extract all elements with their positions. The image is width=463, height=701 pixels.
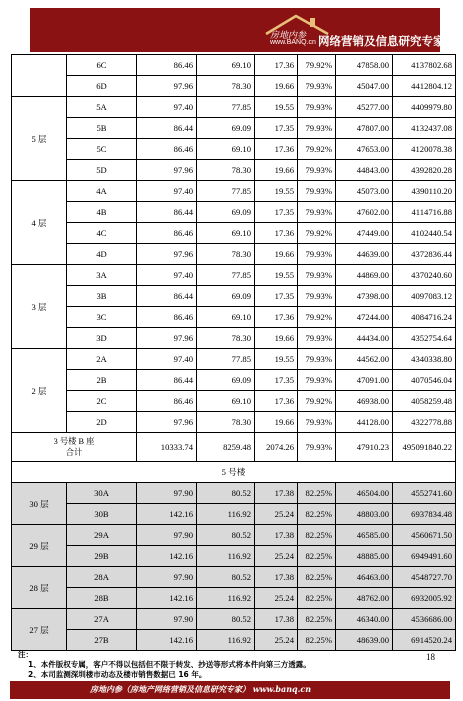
value-cell-r: 79.93% (298, 265, 336, 286)
value-cell-r: 79.93% (298, 328, 336, 349)
floor-cell: 4 层 (12, 181, 67, 265)
value-cell-b: 116.92 (197, 630, 255, 651)
value-cell-r: 79.93% (298, 76, 336, 97)
value-cell-c: 17.35 (255, 370, 298, 391)
value-cell-t: 6914520.24 (393, 630, 456, 651)
value-cell-p: 44128.00 (336, 412, 393, 433)
total-cell-c: 2074.26 (255, 433, 298, 462)
unit-cell: 4D (67, 244, 137, 265)
value-cell-a: 86.44 (137, 202, 197, 223)
value-cell-a: 142.16 (137, 588, 197, 609)
value-cell-c: 17.38 (255, 609, 298, 630)
value-cell-a: 97.96 (137, 244, 197, 265)
value-cell-p: 44434.00 (336, 328, 393, 349)
value-cell-a: 142.16 (137, 630, 197, 651)
value-cell-b: 77.85 (197, 181, 255, 202)
total-cell-t: 495091840.22 (393, 433, 456, 462)
unit-cell: 3C (67, 307, 137, 328)
value-cell-c: 17.36 (255, 307, 298, 328)
value-cell-c: 17.36 (255, 139, 298, 160)
value-cell-b: 69.09 (197, 202, 255, 223)
value-cell-r: 79.93% (298, 181, 336, 202)
value-cell-a: 97.90 (137, 525, 197, 546)
page-number: 18 (426, 652, 435, 662)
value-cell-t: 4560671.50 (393, 525, 456, 546)
value-cell-t: 4392820.28 (393, 160, 456, 181)
unit-cell: 4A (67, 181, 137, 202)
value-cell-p: 48803.00 (336, 504, 393, 525)
value-cell-b: 78.30 (197, 412, 255, 433)
value-cell-c: 19.66 (255, 76, 298, 97)
value-cell-a: 142.16 (137, 546, 197, 567)
table-row (12, 181, 456, 202)
unit-cell: 30B (67, 504, 137, 525)
table-row (12, 349, 456, 370)
table-row (12, 391, 456, 412)
table-row (12, 567, 456, 588)
value-cell-t: 4352754.64 (393, 328, 456, 349)
total-label-line: 合计 (65, 448, 83, 457)
value-cell-r: 79.93% (298, 349, 336, 370)
value-cell-t: 4097083.12 (393, 286, 456, 307)
value-cell-a: 97.90 (137, 609, 197, 630)
unit-cell: 29B (67, 546, 137, 567)
value-cell-c: 17.35 (255, 286, 298, 307)
value-cell-c: 17.35 (255, 118, 298, 139)
value-cell-t: 4340338.80 (393, 349, 456, 370)
value-cell-t: 4548727.70 (393, 567, 456, 588)
value-cell-t: 4120078.38 (393, 139, 456, 160)
unit-cell: 27A (67, 609, 137, 630)
value-cell-b: 116.92 (197, 504, 255, 525)
value-cell-b: 80.52 (197, 609, 255, 630)
value-cell-r: 82.25% (298, 546, 336, 567)
value-cell-a: 97.96 (137, 412, 197, 433)
unit-cell: 5D (67, 160, 137, 181)
table-row (12, 202, 456, 223)
value-cell-b: 69.10 (197, 55, 255, 76)
value-cell-c: 19.55 (255, 265, 298, 286)
notes (18, 650, 418, 680)
value-cell-p: 44869.00 (336, 265, 393, 286)
value-cell-a: 97.96 (137, 328, 197, 349)
table-row (12, 55, 456, 76)
value-cell-b: 77.85 (197, 349, 255, 370)
value-cell-t: 4370240.60 (393, 265, 456, 286)
value-cell-a: 97.40 (137, 181, 197, 202)
header-title: 网络营销及信息研究专家 (318, 34, 445, 48)
page-footer (10, 681, 450, 699)
unit-cell: 5A (67, 97, 137, 118)
value-cell-r: 79.92% (298, 55, 336, 76)
table-row (12, 265, 456, 286)
value-cell-c: 17.36 (255, 223, 298, 244)
value-cell-a: 97.90 (137, 483, 197, 504)
value-cell-b: 77.85 (197, 265, 255, 286)
unit-cell: 2C (67, 391, 137, 412)
total-label-line: 3 号楼 B 座 (53, 437, 95, 446)
value-cell-r: 79.93% (298, 202, 336, 223)
value-cell-p: 46340.00 (336, 609, 393, 630)
value-cell-p: 44639.00 (336, 244, 393, 265)
unit-cell: 4B (67, 202, 137, 223)
logo-text: 房地内参 (270, 31, 307, 41)
value-cell-t: 4409979.80 (393, 97, 456, 118)
table-row (12, 412, 456, 433)
value-cell-t: 4322778.88 (393, 412, 456, 433)
value-cell-a: 97.96 (137, 76, 197, 97)
section-row (12, 462, 456, 483)
table-row (12, 525, 456, 546)
value-cell-p: 47244.00 (336, 307, 393, 328)
total-label (12, 433, 137, 462)
value-cell-b: 69.10 (197, 139, 255, 160)
value-cell-c: 25.24 (255, 630, 298, 651)
value-cell-t: 4070546.04 (393, 370, 456, 391)
value-cell-p: 47398.00 (336, 286, 393, 307)
total-cell-a: 10333.74 (137, 433, 197, 462)
value-cell-t: 6932005.92 (393, 588, 456, 609)
value-cell-p: 47091.00 (336, 370, 393, 391)
value-cell-b: 69.09 (197, 118, 255, 139)
value-cell-b: 78.30 (197, 160, 255, 181)
floor-cell: 3 层 (12, 265, 67, 349)
value-cell-c: 19.55 (255, 97, 298, 118)
value-cell-p: 46938.00 (336, 391, 393, 412)
table-row (12, 370, 456, 391)
value-cell-a: 97.90 (137, 567, 197, 588)
notes-line: 2、本司监测深圳楼市动态及楼市销售数据已 16 年。 (28, 670, 207, 679)
value-cell-b: 78.30 (197, 76, 255, 97)
unit-cell: 29A (67, 525, 137, 546)
value-cell-t: 4552741.60 (393, 483, 456, 504)
value-cell-t: 4084716.24 (393, 307, 456, 328)
table-row (12, 588, 456, 609)
value-cell-a: 86.46 (137, 223, 197, 244)
value-cell-t: 4132437.08 (393, 118, 456, 139)
value-cell-p: 46463.00 (336, 567, 393, 588)
value-cell-b: 78.30 (197, 244, 255, 265)
value-cell-a: 86.44 (137, 370, 197, 391)
value-cell-p: 45277.00 (336, 97, 393, 118)
value-cell-c: 17.38 (255, 483, 298, 504)
table-row (12, 483, 456, 504)
value-cell-t: 6949491.60 (393, 546, 456, 567)
value-cell-r: 82.25% (298, 483, 336, 504)
value-cell-c: 25.24 (255, 588, 298, 609)
value-cell-r: 82.25% (298, 609, 336, 630)
value-cell-r: 82.25% (298, 588, 336, 609)
unit-cell: 3B (67, 286, 137, 307)
table-row (12, 244, 456, 265)
value-cell-c: 19.66 (255, 244, 298, 265)
floor-cell: 27 层 (12, 609, 67, 651)
value-cell-r: 79.92% (298, 139, 336, 160)
value-cell-b: 69.09 (197, 286, 255, 307)
value-cell-b: 69.09 (197, 370, 255, 391)
table-row (12, 286, 456, 307)
value-cell-p: 44562.00 (336, 349, 393, 370)
floor-cell: 5 层 (12, 97, 67, 181)
value-cell-a: 86.44 (137, 286, 197, 307)
unit-cell: 28B (67, 588, 137, 609)
notes-heading: 注： (18, 650, 33, 659)
value-cell-a: 86.46 (137, 391, 197, 412)
value-cell-a: 97.40 (137, 265, 197, 286)
unit-cell: 2D (67, 412, 137, 433)
floor-cell (12, 55, 67, 97)
table-row (12, 118, 456, 139)
value-cell-c: 17.38 (255, 567, 298, 588)
value-cell-b: 69.10 (197, 391, 255, 412)
floor-cell: 2 层 (12, 349, 67, 433)
unit-cell: 4C (67, 223, 137, 244)
value-cell-a: 97.40 (137, 97, 197, 118)
value-cell-a: 86.44 (137, 118, 197, 139)
value-cell-a: 97.40 (137, 349, 197, 370)
value-cell-a: 86.46 (137, 139, 197, 160)
value-cell-c: 19.66 (255, 412, 298, 433)
value-cell-t: 4137802.68 (393, 55, 456, 76)
price-table (11, 54, 456, 651)
value-cell-p: 44843.00 (336, 160, 393, 181)
value-cell-a: 86.46 (137, 55, 197, 76)
value-cell-p: 45073.00 (336, 181, 393, 202)
footer-text: 房地内参（房地产网络营销及信息研究专家） www.banq.cn (90, 684, 312, 694)
value-cell-t: 4536686.00 (393, 609, 456, 630)
value-cell-c: 17.35 (255, 202, 298, 223)
floor-cell: 28 层 (12, 567, 67, 609)
value-cell-r: 82.25% (298, 504, 336, 525)
table-row (12, 139, 456, 160)
value-cell-r: 79.93% (298, 160, 336, 181)
value-cell-a: 86.46 (137, 307, 197, 328)
value-cell-p: 48639.00 (336, 630, 393, 651)
value-cell-r: 79.92% (298, 307, 336, 328)
table-row (12, 76, 456, 97)
logo-url: www.BANQ.cn (270, 39, 316, 46)
table-row (12, 630, 456, 651)
unit-cell: 27B (67, 630, 137, 651)
value-cell-t: 4412804.12 (393, 76, 456, 97)
unit-cell: 6D (67, 76, 137, 97)
total-row (12, 433, 456, 462)
value-cell-r: 79.92% (298, 391, 336, 412)
value-cell-c: 17.38 (255, 525, 298, 546)
value-cell-a: 97.96 (137, 160, 197, 181)
table-row (12, 328, 456, 349)
value-cell-r: 79.93% (298, 370, 336, 391)
value-cell-c: 17.36 (255, 55, 298, 76)
page-header (0, 0, 463, 54)
floor-cell: 29 层 (12, 525, 67, 567)
table-row (12, 609, 456, 630)
value-cell-c: 19.55 (255, 349, 298, 370)
unit-cell: 3D (67, 328, 137, 349)
value-cell-p: 47807.00 (336, 118, 393, 139)
value-cell-b: 78.30 (197, 328, 255, 349)
value-cell-r: 79.93% (298, 118, 336, 139)
value-cell-r: 82.25% (298, 567, 336, 588)
value-cell-r: 79.93% (298, 97, 336, 118)
value-cell-p: 47858.00 (336, 55, 393, 76)
value-cell-p: 47653.00 (336, 139, 393, 160)
value-cell-r: 82.25% (298, 630, 336, 651)
notes-line: 1、本件版权专属，客户不得以包括但不限于转发、抄送等形式将本件向第三方透露。 (28, 660, 311, 669)
unit-cell: 28A (67, 567, 137, 588)
value-cell-p: 48885.00 (336, 546, 393, 567)
value-cell-p: 48762.00 (336, 588, 393, 609)
table-row (12, 546, 456, 567)
unit-cell: 2B (67, 370, 137, 391)
value-cell-a: 142.16 (137, 504, 197, 525)
value-cell-c: 25.24 (255, 546, 298, 567)
value-cell-p: 47449.00 (336, 223, 393, 244)
unit-cell: 3A (67, 265, 137, 286)
value-cell-c: 19.66 (255, 328, 298, 349)
unit-cell: 30A (67, 483, 137, 504)
table-row (12, 307, 456, 328)
value-cell-b: 69.10 (197, 307, 255, 328)
total-cell-p: 47910.23 (336, 433, 393, 462)
value-cell-t: 4102440.54 (393, 223, 456, 244)
unit-cell: 5B (67, 118, 137, 139)
value-cell-t: 4372836.44 (393, 244, 456, 265)
unit-cell: 5C (67, 139, 137, 160)
section-title: 5 号楼 (12, 462, 456, 483)
unit-cell: 6C (67, 55, 137, 76)
value-cell-b: 116.92 (197, 588, 255, 609)
value-cell-t: 6937834.48 (393, 504, 456, 525)
value-cell-b: 116.92 (197, 546, 255, 567)
table-row (12, 160, 456, 181)
table-row (12, 504, 456, 525)
value-cell-p: 46504.00 (336, 483, 393, 504)
value-cell-r: 79.93% (298, 244, 336, 265)
value-cell-t: 4058259.48 (393, 391, 456, 412)
value-cell-p: 45047.00 (336, 76, 393, 97)
value-cell-c: 25.24 (255, 504, 298, 525)
value-cell-c: 19.55 (255, 181, 298, 202)
total-cell-b: 8259.48 (197, 433, 255, 462)
value-cell-b: 80.52 (197, 567, 255, 588)
value-cell-r: 79.93% (298, 286, 336, 307)
floor-cell: 30 层 (12, 483, 67, 525)
value-cell-b: 77.85 (197, 97, 255, 118)
value-cell-b: 80.52 (197, 483, 255, 504)
value-cell-t: 4390110.20 (393, 181, 456, 202)
table-row (12, 223, 456, 244)
value-cell-b: 80.52 (197, 525, 255, 546)
total-cell-r: 79.93% (298, 433, 336, 462)
value-cell-c: 19.66 (255, 160, 298, 181)
unit-cell: 2A (67, 349, 137, 370)
value-cell-p: 46585.00 (336, 525, 393, 546)
value-cell-r: 82.25% (298, 525, 336, 546)
value-cell-p: 47602.00 (336, 202, 393, 223)
value-cell-r: 79.92% (298, 223, 336, 244)
price-table-wrap (11, 54, 455, 651)
value-cell-t: 4114716.88 (393, 202, 456, 223)
value-cell-c: 17.36 (255, 391, 298, 412)
table-row (12, 97, 456, 118)
value-cell-b: 69.10 (197, 223, 255, 244)
value-cell-r: 79.93% (298, 412, 336, 433)
